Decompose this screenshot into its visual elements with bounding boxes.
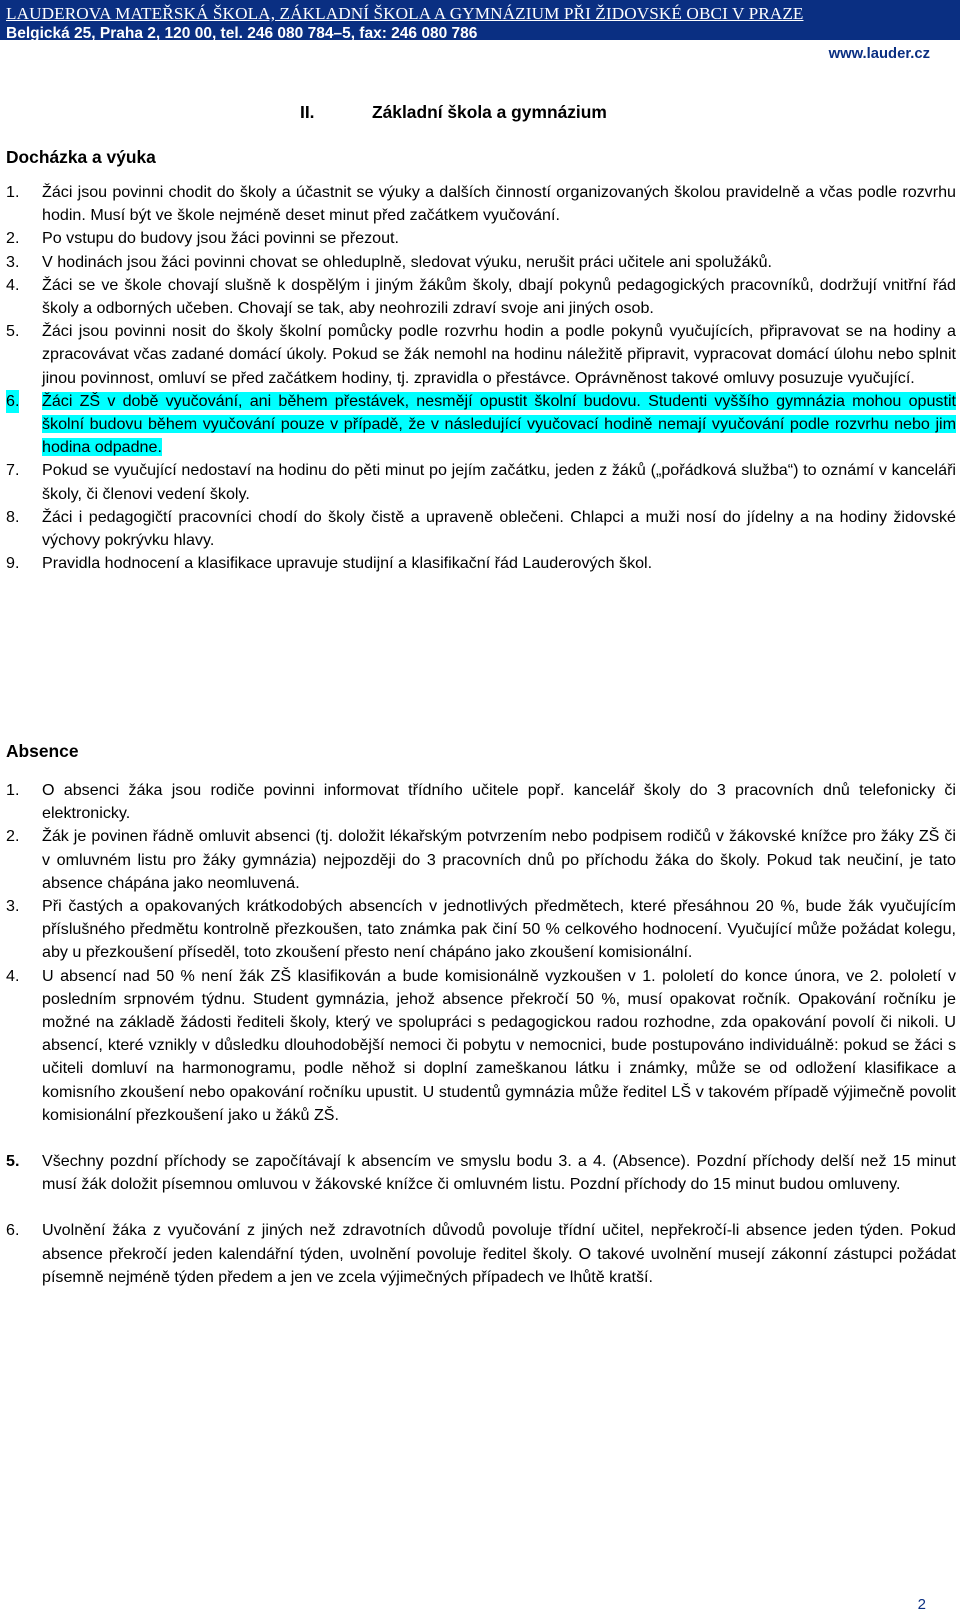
list-item [6, 552, 956, 575]
item-number: 6. [6, 390, 19, 413]
list-item [6, 965, 956, 1127]
item-text: V hodinách jsou žáci povinni chovat se ohleduplně, sledovat výuku, nerušit práci učitele ani spolužáků. [42, 252, 773, 271]
school-address: Belgická 25, Praha 2, 120 00, tel. 246 080 784–5, fax: 246 080 786 [6, 25, 478, 42]
school-name: LAUDEROVA MATEŘSKÁ ŠKOLA, ZÁKLADNÍ ŠKOLA A GYMNÁZIUM PŘI ŽIDOVSKÉ OBCI V PRAZE [6, 4, 804, 23]
item-number: 3. [6, 897, 20, 916]
item-text: Žák je povinen řádně omluvit absenci (tj. doložit lékařským potvrzením nebo podpisem rodičů v žákovské knížce pro žáky ZŠ či v omluvném listu pro žáky gymnázia) nejpozději do 3 pracovních dnů po příchodu žáka do školy. Pokud tak neučiní, je tato absence chápána jako neomluvená. [42, 827, 956, 892]
list-item [6, 779, 956, 825]
item-number: 9. [6, 554, 20, 573]
list-item [6, 825, 956, 895]
item-number: 5. [6, 322, 20, 341]
item-text: Uvolnění žáka z vyučování z jiných než zdravotních důvodů povoluje třídní učitel, nepřekročí-li absence jeden týden. Pokud absence překročí jeden kalendářní týden, uvolnění povoluje ředitel školy. O takové uvolnění musejí zákonní zástupci požádat písemně nejméně týden předem a jen ve zcela výjimečných případech ve lhůtě kratší. [42, 1221, 956, 1286]
item-text: Po vstupu do budovy jsou žáci povinni se přezout. [42, 229, 399, 248]
item-text: Žáci jsou povinni chodit do školy a účastnit se výuky a dalších činností organizovaných školou pravidelně a včas podle rozvrhu hodin. Musí být ve škole nejméně deset minut před začátkem vyučování. [42, 183, 956, 225]
attendance-list [6, 181, 956, 575]
item-number: 5. [6, 1152, 20, 1171]
page-number: 2 [917, 1596, 926, 1613]
item-number: 2. [6, 827, 20, 846]
item-text: O absenci žáka jsou rodiče povinni informovat třídního učitele popř. kancelář školy do 3 pracovních dnů telefonicky či elektronicky. [42, 781, 956, 823]
item-text: Pokud se vyučující nedostaví na hodinu do pěti minut po jejím začátku, jeden z žáků („pořádková služba“) to oznámí v kanceláři školy, či členovi vedení školy. [42, 461, 956, 503]
heading-absence: Absence [6, 741, 79, 761]
item-number: 1. [6, 183, 20, 201]
list-item [6, 251, 956, 274]
item-text: Žáci se ve škole chovají slušně k dospělým i jiným žákům školy, dbají pokynů pedagogických pracovníků, dodržují vnitřní řád školy a odborných učeben. Chovají se tak, aby neohrozili zdraví svoje ani jiných osob. [42, 275, 956, 318]
list-item [6, 274, 956, 320]
list-item [6, 459, 956, 505]
item-number: 8. [6, 507, 20, 526]
item-text: Všechny pozdní příchody se započítávají k absencím ve smyslu bodu 3. a 4. (Absence). Pozdní příchody delší než 15 minut musí žák doložit písemnou omluvou v žákovské knížce či omluvném listu. Pozdní příchody do 15 minut budou omluveny. [42, 1152, 956, 1194]
list-item [6, 895, 956, 965]
item-number: 7. [6, 461, 20, 480]
item-number: 4. [6, 275, 20, 294]
section-title-text: Základní škola a gymnázium [372, 102, 607, 122]
list-item [6, 320, 956, 390]
list-item [6, 1219, 956, 1289]
item-text: Pravidla hodnocení a klasifikace upravuje studijní a klasifikační řád Lauderových škol. [42, 554, 653, 573]
item-text: Žáci i pedagogičtí pracovníci chodí do školy čistě a upraveně oblečeni. Chlapci a muži nosí do jídelny a na hodiny židovské výchovy pokrývku hlavy. [42, 507, 956, 550]
heading-attendance: Docházka a výuka [6, 147, 156, 167]
highlighted-text: Žáci ZŠ v době vyučování, ani během přestávek, nesmějí opustit školní budovu. Studenti vyššího gymnázia mohou opustit školní budovu během vyučování pouze v případě, že v následující vyučovací hodině nemají vyučování podle rozvrhu nebo jim hodina odpadne. [42, 391, 956, 457]
list-item [6, 506, 956, 552]
section-number: II. [300, 102, 315, 122]
item-number: 2. [6, 229, 20, 248]
item-number: 4. [6, 966, 20, 985]
list-item-highlighted [6, 390, 956, 460]
list-item [6, 181, 956, 227]
list-item [6, 1150, 956, 1196]
letterhead [0, 0, 960, 40]
item-text: Žáci jsou povinni nosit do školy školní pomůcky podle rozvrhu hodin a podle pokynů vyučujících, připravovat se na hodiny a zpracovávat včas zadané domácí úkoly. Pokud se žák nemohl na hodinu náležitě připravit, vypracovat domácí úlohu nebo splnit jinou povinnost, omluví se před začátkem hodiny, tj. zpravidla o přestávce. Oprávněnost takové omluvy posuzuje vyučující. [42, 322, 956, 387]
website-link[interactable]: www.lauder.cz [828, 46, 930, 62]
item-number: 6. [6, 1221, 20, 1240]
item-text: U absencí nad 50 % není žák ZŠ klasifikován a bude komisionálně vyzkoušen v 1. pololetí do konce února, ve 2. pololetí v posledním srpnovém týdnu. Student gymnázia, jehož absence překročí 50 %, musí opakovat ročník. Opakování ročníku je možné na základě žádosti řediteli školy, který ve spolupráci s pedagogickou radou rozhodne, zda opakování povolí či nikoli. U absencí, které vznikly v důsledku dlouhodobější nemoci či pobytu v nemocnici, bude postupováno individuálně: pokud se žáci s učiteli domluví na harmonogramu, podle něhož si doplní zameškanou látku i známky, může se od odložení klasifikace a komisního zkoušení nebo opakování ročníku upustit. U studentů gymnázia může ředitel LŠ v takovém případě výjimečně povolit komisionální přezkoušení jako u žáků ZŠ. [42, 966, 956, 1124]
item-number: 3. [6, 252, 20, 271]
absence-list [6, 779, 956, 1289]
item-number: 1. [6, 781, 20, 799]
item-text: Při častých a opakovaných krátkodobých absencích v jednotlivých předmětech, které přesáhnou 20 %, bude žák vyučujícím příslušného předmětu kontrolně přezkoušen, tato známka pak činí 50 % celkového hodnocení. Vyučující může požádat kolegu, aby u přezkoušení příseděl, toto zkoušení přesto není chápáno jako zkoušení komisionální. [42, 897, 956, 962]
section-title [300, 102, 607, 123]
list-item [6, 227, 956, 250]
